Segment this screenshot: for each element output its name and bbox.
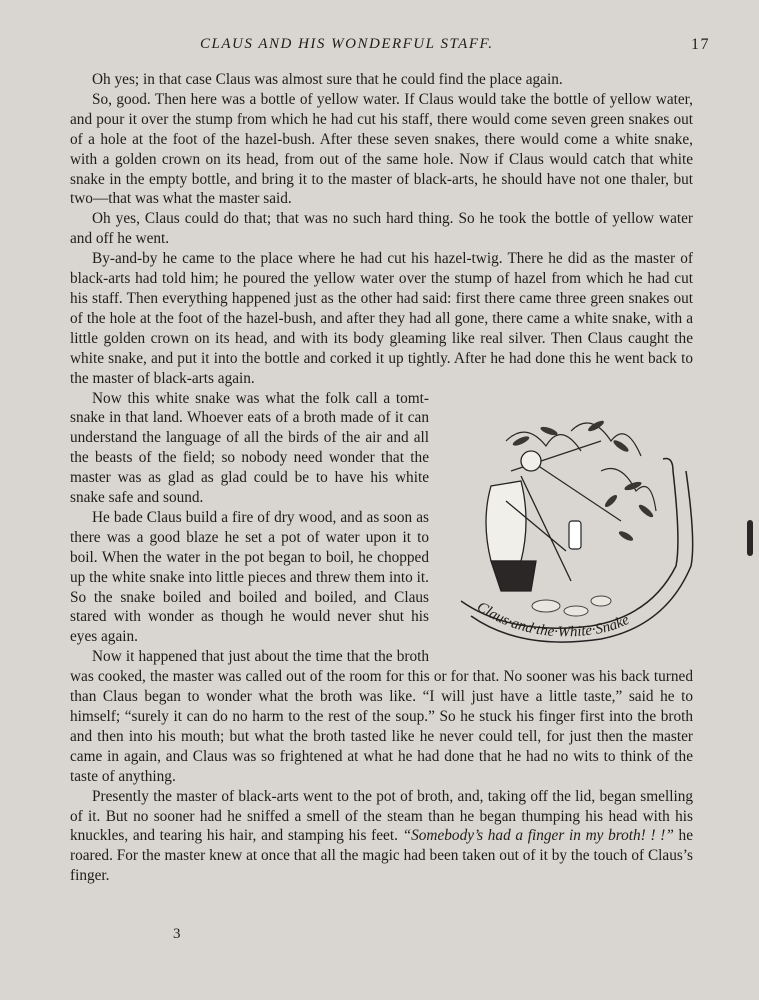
page-number: 17 (691, 36, 710, 53)
paragraph: Now this white snake was what the folk call a tomt-snake in that land. Whoever eats of a broth made of it can understand the language of all the birds of the air and all the beasts of the field; so nobody need wonder that the master was as glad as glad could be to have his white snake safe and sound. (70, 389, 429, 507)
paragraph: Oh yes, Claus could do that; that was no such hard thing. So he took the bottle of yellow water and off he went. (70, 210, 693, 248)
illustration (451, 401, 701, 651)
running-title: CLAUS AND HIS WONDERFUL STAFF. (200, 36, 494, 52)
body-text (70, 70, 693, 886)
text-run: Presently the master of black-arts went to the pot of broth, and, taking off the lid, began smelling of it. But no sooner had he sniffed a smell of the steam than he began thumping his head with his knuckles, and tearing his hair, and stamping his feet. (70, 787, 693, 845)
page-speck (747, 520, 753, 556)
illustration-caption: Claus·and·the·White·Snake (473, 598, 632, 640)
paragraph: Oh yes; in that case Claus was almost sure that he could find the place again. (92, 71, 563, 88)
paragraph-final (70, 787, 693, 887)
paragraph: By-and-by he came to the place where he had cut his hazel-twig. There he did as the master of black-arts had told him; he poured the yellow water over the stump of hazel from which he had cut his staff. Then everything happened just as the other had said: first there came three green snakes out of the hole at the foot of the hazel-bush, and after they had all gone, there came a white snake, with a little golden crown on its head, and with its body gleaming like real silver. Then Claus caught the white snake, and put it into the bottle and corked it up tightly. After he had done this he went back to the master of black-arts again. (70, 250, 693, 387)
exclamation-italic: “Somebody’s had a finger in my broth! ! !” (402, 827, 674, 845)
paragraph: He bade Claus build a fire of dry wood, and as soon as there was a good blaze he set a pot of water upon it to boil. When the water in the pot began to boil, he chopped up the white snake into little pieces and threw them into it. So the snake boiled and boiled and boiled, and Claus stared with wonder as though he would never shut his eyes again. (70, 508, 429, 646)
paragraph: Now it happened that just about the time that the broth was cooked, the master was called out of the room for this or for that. No sooner was his back turned than Claus began to wonder what the broth was like. “I will just have a little taste,” said he to himself; “surely it can do no harm to the rest of the soup.” So he stuck his finger first into the broth and then into his mouth; but what the broth tasted like he never could tell, for just then the master came in again, and Claus was so frightened at what he had done that he had no wits to think of the taste of anything. (70, 648, 693, 785)
signature-mark: 3 (173, 926, 181, 942)
claus-white-snake-illustration (451, 401, 701, 651)
paragraph: So, good. Then here was a bottle of yellow water. If Claus would take the bottle of yellow water, and pour it over the stump from which he had cut his staff, there would come seven green snakes out of a hole at the foot of the hazel-bush. After these seven snakes, there would come a white snake, with a golden crown on its head, from out of the same hole. Now if Claus would catch that white snake in the empty bottle, and bring it to the master of black-arts, he should have not one thaler, but two—that was what the master said. (70, 90, 693, 208)
text-run: he roared. For the master knew at once that all the magic had been taken out of it by the touch of Claus’s finger. (70, 827, 693, 885)
